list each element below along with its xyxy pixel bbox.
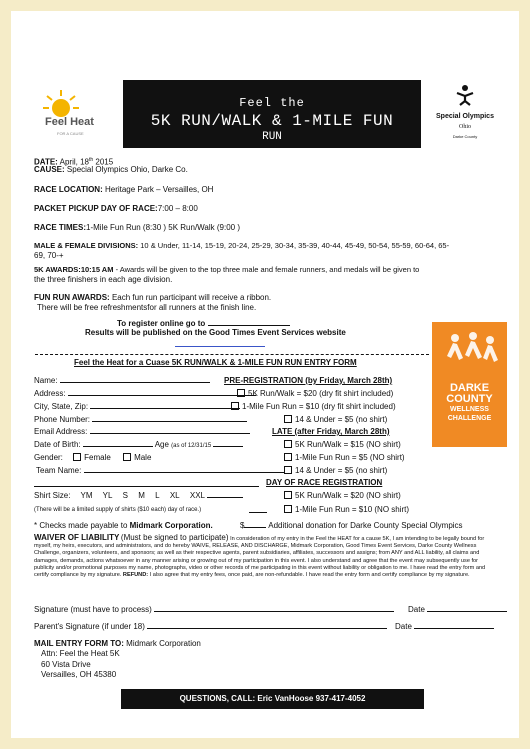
dob-field[interactable] (83, 446, 153, 447)
questions-banner: QUESTIONS, CALL: Eric VanHoose 937-417-4052 (121, 689, 424, 709)
darke-l1: DARKE (449, 382, 490, 394)
funrun-line (34, 293, 271, 303)
opt-5k-late: 5K Run/Walk = $15 (NO shirt) (295, 440, 401, 449)
checks-payee: Midmark Corporation. (129, 521, 213, 530)
awards-value: - Awards will be given to the top three male and female runners, and medals will be given to (115, 265, 420, 274)
divisions-line (34, 241, 449, 251)
opt-14-late-row (284, 466, 387, 476)
city-field[interactable] (90, 408, 240, 409)
refund-label: REFUND: (122, 572, 149, 579)
mail-row (34, 639, 201, 649)
team-row (36, 466, 284, 476)
title-banner (123, 80, 421, 148)
email-label: Email Address: (34, 427, 88, 436)
opt-5k-late-row (284, 440, 401, 450)
flyer-page (11, 11, 519, 738)
phone-field[interactable] (92, 421, 247, 422)
email-field[interactable] (90, 433, 250, 434)
parent-signature-row (34, 622, 387, 632)
awards-line2: the three finishers in each age division. (34, 275, 173, 284)
signature-label: Signature (must have to process) (34, 605, 152, 614)
times-label: RACE TIMES: (34, 223, 86, 232)
mail-attn: Attn: Feel the Heat 5K (41, 649, 120, 658)
opt-1mile-pre-row (231, 402, 396, 412)
divisions-line2: 69, 70-+ (34, 251, 64, 260)
gender-female: Female (84, 453, 111, 462)
opt-1mile-dor-checkbox[interactable] (284, 505, 292, 513)
mail-city: Versailles, OH 45380 (41, 670, 117, 679)
mail-heading: MAIL ENTRY FORM TO: (34, 639, 124, 648)
age-field[interactable] (213, 446, 243, 447)
waiver-block (34, 534, 496, 579)
date-value: April, 18 (59, 157, 89, 167)
awards-time: 10:15 AM (80, 265, 114, 274)
shirt-size[interactable]: YM (80, 491, 93, 500)
shirt-note: (There will be a limited supply of shirts ($10 each) day of race.) (34, 507, 202, 513)
sig-date-field[interactable] (427, 611, 507, 612)
mail-company: Midmark Corporation (126, 639, 201, 648)
packet-value: 7:00 – 8:00 (157, 204, 198, 213)
feel-heat-wordmark: Feel Heat (45, 116, 94, 128)
banner-line2: 5K RUN/WALK & 1-MILE FUN (150, 112, 394, 130)
funrun-label: FUN RUN AWARDS: (34, 293, 110, 302)
gender-label: Gender: (34, 453, 63, 462)
phone-label: Phone Number: (34, 415, 91, 424)
awards-line (34, 265, 419, 275)
register-text: To register online go to (117, 319, 206, 328)
register-url-blank (208, 325, 290, 326)
darke-l4: CHALLENGE (447, 415, 492, 422)
opt-14-late-checkbox[interactable] (284, 466, 292, 474)
team-label: Team Name: (36, 466, 82, 475)
donation-field[interactable] (244, 527, 266, 528)
feel-heat-tagline: FOR A CAUSE (57, 131, 84, 136)
banner-line1: Feel the (239, 96, 305, 110)
phone-row (34, 415, 247, 425)
shirt-size[interactable]: M (138, 491, 145, 500)
shirt-size-field[interactable] (207, 497, 243, 498)
darke-l3: WELLNESS (450, 406, 489, 413)
shirt-note-blank (249, 512, 267, 513)
gender-male-checkbox[interactable] (123, 453, 131, 461)
banner-line3: RUN (262, 131, 282, 143)
divisions-label: MALE & FEMALE DIVISIONS: (34, 241, 139, 250)
address-row (34, 389, 256, 399)
location-line (34, 185, 213, 195)
age-label: Age (154, 440, 169, 449)
special-olympics-icon (453, 83, 477, 107)
so-sub1: Ohio (459, 124, 471, 130)
gender-row (34, 453, 151, 463)
opt-1mile-late: 1-Mile Fun Run = $5 (NO shirt) (295, 453, 405, 462)
waiver-text: In consideration of my entry in the Feel the HEAT for a cause 5K, I am intending to be legally bound for myself, my heirs, executors, and administrators, and do hereby WAIVE, RELEASE, AND DISCHARGE, Midmark Corporation, Good Times Event Services, Darke County Wellness Challenge, organizers, volunteers, and sponsors; as well as their respective agents, parent subsidiaries, affiliates, successors and assigns; from ANY and ALL liability, all claims and damages, demands, actions whatsoever in any manner arising or growing out of my participation in this event. I also understand and agree that the event may subsequently use for publicity and/or promotional purposes my name, photographs, video or other records of me participating in this event without liability or obligation to me. I have read the entry form and certify compliance by my signature. (34, 536, 486, 579)
pre-reg-heading: PRE-REGISTRATION (by Friday, March 28th) (224, 376, 393, 385)
shirt-label: Shirt Size: (34, 491, 71, 500)
dor-left-line (34, 486, 259, 487)
parent-date-row (395, 622, 494, 632)
cause-label: CAUSE: (34, 165, 65, 174)
signature-row (34, 605, 394, 615)
name-row (34, 376, 210, 386)
opt-1mile-late-checkbox[interactable] (284, 453, 292, 461)
funrun-line2: There will be free refreshmentsfor all runners at the finish line. (37, 303, 257, 312)
donation-text: Additional donation for Darke County Special Olympics (268, 521, 463, 530)
feel-heat-logo (39, 86, 109, 146)
opt-5k-dor-checkbox[interactable] (284, 491, 292, 499)
shirt-size[interactable]: XL (169, 491, 180, 500)
dob-label: Date of Birth: (34, 440, 81, 449)
shirt-size[interactable]: YL (102, 491, 113, 500)
so-name: Special Olympics (436, 113, 494, 120)
darke-l2: COUNTY (446, 393, 493, 405)
sig-date-row (408, 605, 507, 615)
city-label: City, State, Zip: (34, 402, 89, 411)
opt-14-pre-row (284, 415, 387, 425)
times-value: 1-Mile Fun Run (8:30 ) 5K Run/Walk (9:00 ) (86, 223, 240, 232)
shirt-size[interactable]: L (155, 491, 160, 500)
opt-1mile-late-row (284, 453, 405, 463)
opt-5k-pre-row (237, 389, 393, 399)
opt-14-late: 14 & Under = $5 (no shirt) (295, 466, 388, 475)
sig-date-label: Date (408, 605, 425, 614)
address-field[interactable] (68, 395, 256, 396)
opt-1mile-pre-checkbox[interactable] (231, 402, 239, 410)
shirt-size[interactable]: S (122, 491, 128, 500)
awards-label: 5K AWARDS: (34, 265, 81, 274)
name-label: Name: (34, 376, 58, 385)
opt-1mile-dor: 1-Mile Fun Run = $10 (NO shirt) (295, 505, 410, 514)
location-value: Heritage Park – Versailles, OH (104, 185, 214, 194)
form-dashed-divider (35, 354, 429, 355)
name-field[interactable] (60, 382, 210, 383)
age-note: (as of 12/31/15 (171, 443, 212, 449)
parent-date-label: Date (395, 622, 412, 631)
team-field[interactable] (84, 472, 284, 473)
parent-date-field[interactable] (414, 628, 494, 629)
date-sup: th (89, 157, 94, 163)
waiver-heading2: (Must be signed to participate) (120, 533, 229, 542)
darke-county-badge (432, 322, 507, 447)
address-label: Address: (34, 389, 66, 398)
gender-female-checkbox[interactable] (73, 453, 81, 461)
packet-label: PACKET PICKUP DAY OF RACE: (34, 204, 158, 213)
special-olympics-logo (421, 83, 509, 145)
opt-5k-pre-checkbox[interactable] (237, 389, 245, 397)
parent-signature-label: Parent's Signature (if under 18) (34, 622, 145, 631)
cause-value: Special Olympics Ohio, Darke Co. (66, 165, 188, 174)
opt-5k-dor-row (284, 491, 401, 501)
donation-prefix: $ (240, 521, 245, 530)
opt-14-pre-checkbox[interactable] (284, 415, 292, 423)
divider-blue (175, 346, 265, 347)
register-line2: Results will be published on the Good Times Event Services website (85, 328, 346, 337)
waiver-heading: WAIVER OF LIABILITY (34, 533, 120, 542)
email-row (34, 427, 250, 437)
city-row (34, 402, 240, 412)
location-label: RACE LOCATION: (34, 185, 103, 194)
dob-row (34, 440, 243, 451)
packet-line (34, 204, 198, 214)
opt-5k-pre: 5K Run/Walk = $20 (dry fit shirt included) (248, 389, 394, 398)
dor-heading: DAY OF RACE REGISTRATION (266, 478, 383, 487)
checks-note: * Checks made payable to (34, 521, 128, 530)
cause-line (34, 165, 188, 175)
runners-icon (435, 328, 505, 378)
so-sub2: Darke County (452, 134, 478, 139)
checks-row (34, 521, 213, 531)
shirt-row (34, 491, 243, 501)
mail-street: 60 Vista Drive (41, 660, 91, 669)
opt-5k-dor: 5K Run/Walk = $20 (NO shirt) (295, 491, 401, 500)
funrun-value: Each fun run participant will receive a ribbon. (111, 293, 272, 302)
form-title: Feel the Heat for a Cuase 5K RUN/WALK & 1-MILE FUN RUN ENTRY FORM (74, 358, 357, 367)
refund-text: I also agree that my entry fees, once paid, are non-refundable. I have read the entry form and certify compliance by my signature. (149, 572, 470, 579)
shirt-size[interactable]: XXL (189, 491, 205, 500)
date-label: DATE: (34, 157, 58, 167)
divisions-value: 10 & Under, 11-14, 15-19, 20-24, 25-29, 30-34, 35-39, 40-44, 45-49, 50-54, 55-59, 60-64, 65- (140, 241, 450, 250)
date-year: 2015 (95, 157, 114, 167)
parent-signature-field[interactable] (147, 628, 387, 629)
donation-row (240, 521, 463, 531)
opt-5k-late-checkbox[interactable] (284, 440, 292, 448)
opt-1mile-pre: 1-Mile Fun Run = $10 (dry fit shirt included) (242, 402, 396, 411)
signature-field[interactable] (154, 611, 394, 612)
late-heading: LATE (after Friday, March 28th) (272, 427, 390, 436)
opt-1mile-dor-row (284, 505, 409, 515)
opt-14-pre: 14 & Under = $5 (no shirt) (295, 415, 388, 424)
gender-male: Male (134, 453, 152, 462)
times-line (34, 223, 240, 233)
